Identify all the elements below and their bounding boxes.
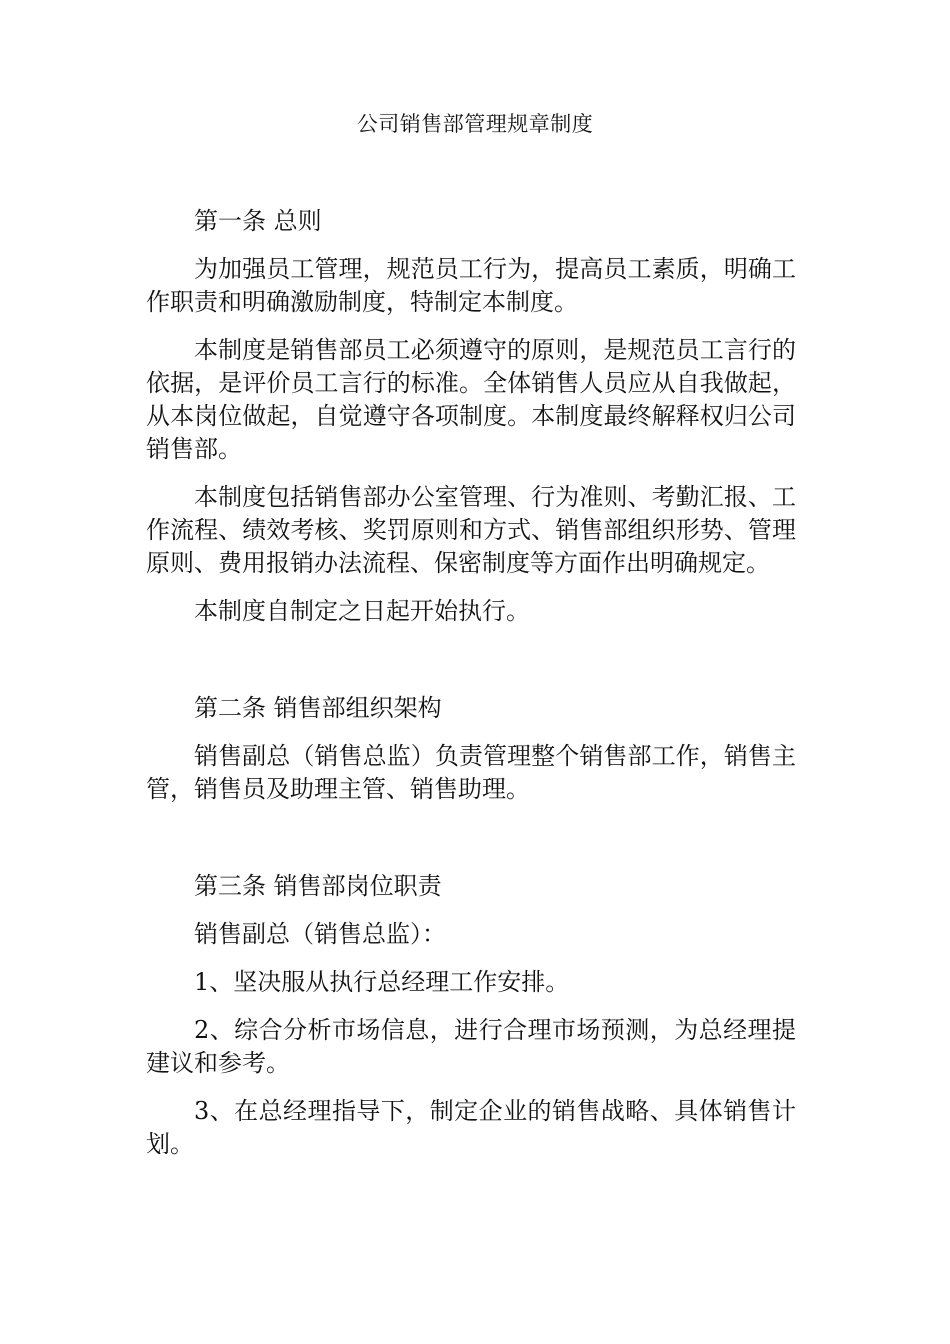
section-heading-1: 第一条 总则 xyxy=(194,207,322,235)
section-3-paragraph-4: 3、在总经理指导下，制定企业的销售战略、具体销售计划。 xyxy=(146,1097,796,1158)
section-1-paragraph-4: 本制度自制定之日起开始执行。 xyxy=(194,597,530,625)
section-2-paragraph-1: 销售副总（销售总监）负责管理整个销售部工作，销售主管，销售员及助理主管、销售助理。 xyxy=(146,742,796,803)
section-1-paragraph-2: 本制度是销售部员工必须遵守的原则，是规范员工言行的依据，是评价员工言行的标准。全体销售人员应从自我做起，从本岗位做起，自觉遵守各项制度。本制度最终解释权归公司销售部。 xyxy=(146,336,796,463)
document-title: 公司销售部管理规章制度 xyxy=(356,112,594,136)
section-3-paragraph-2: 1、坚决服从执行总经理工作安排。 xyxy=(194,968,570,996)
section-3-paragraph-3: 2、综合分析市场信息，进行合理市场预测，为总经理提建议和参考。 xyxy=(146,1016,796,1077)
section-1-paragraph-3: 本制度包括销售部办公室管理、行为准则、考勤汇报、工作流程、绩效考核、奖罚原则和方式、销售部组织形势、管理原则、费用报销办法流程、保密制度等方面作出明确规定。 xyxy=(146,483,796,577)
document-body xyxy=(146,205,796,1176)
section-3-paragraph-1: 销售副总（销售总监）： xyxy=(194,920,446,948)
section-heading-2: 第二条 销售部组织架构 xyxy=(194,694,442,722)
section-1-paragraph-1: 为加强员工管理，规范员工行为，提高员工素质，明确工作职责和明确激励制度，特制定本制度。 xyxy=(146,255,796,316)
section-heading-3: 第三条 销售部岗位职责 xyxy=(194,872,442,900)
